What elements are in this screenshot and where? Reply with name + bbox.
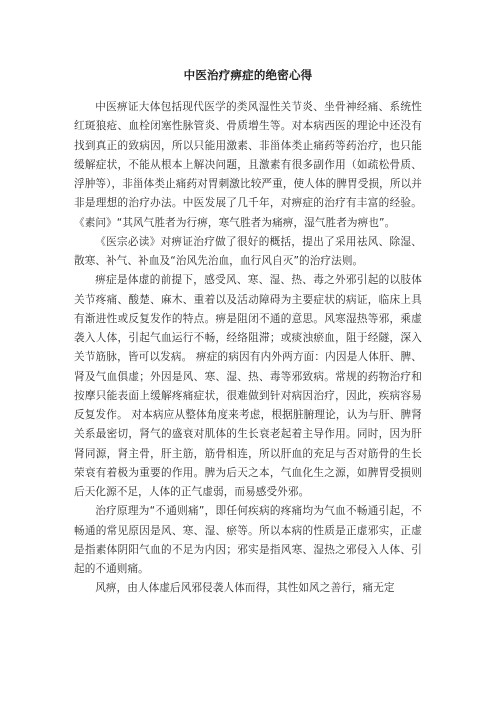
paragraph-3: 痹症是体虚的前提下，感受风、寒、湿、热、毒之外邪引起的以肢体关节疼痛、酸楚、麻木、重着以及活动障碍为主要症状的病证，临床上具有渐进性或反复发作的特点。痹是阻闭不通的意思。风寒湿热等邪，乘虚袭入人体，引起气血运行不畅，经络阻滞；或痰浊瘀血，阻于经隧，深入关节筋脉，皆可以发病。 痹症的病因有内外两方面：内因是人体肝、脾、肾及气血俱虚；外因是风、寒、湿、热、毒等邪致病。常规的药物治疗和按摩只能表面上缓解疼痛症状，很难做到针对病因治疗，因此，疾病容易反复发作。 对本病应从整体角度来考虑，根据脏腑理论，认为与肝、脾肾关系最密切，肾气的盛衰对肌体的生长衰老起着主导作用。同时，因为肝肾同源，肾主骨，肝主筋，筋骨相连，所以肝血的充足与否对筋骨的生长荣衰有着极为重要的作用。脾为后天之本，气血化生之源，如脾胃受损则后天化源不足，人体的正气虚弱，而易感受外邪。: [74, 274, 422, 498]
paragraph-4: 治疗原理为“不通则痛”，即任何疾病的疼痛均为气血不畅通引起，不畅通的常见原因是风、寒、湿、瘀等。所以本病的性质是正虚邪实，正虚是指素体阴阳气血的不足为内因；邪实是指风寒、湿热之邪侵入人体、引起的不通则痛。: [74, 505, 422, 575]
paragraph-5: 风痹，由人体虚后风邪侵袭人体而得，其性如风之善行，痛无定: [95, 582, 395, 595]
paragraph-2: 《医宗必读》对痹证治疗做了很好的概括，提出了采用祛风、除湿、散寒、补气、补血及“治风先治血，血行风自灭”的治疗法则。: [74, 235, 422, 267]
paragraph-1: 中医痹证大体包括现代医学的类风湿性关节炎、坐骨神经痛、系统性红斑狼疮、血栓闭塞性脉管炎、骨质增生等。对本病西医的理论中还没有找到真正的致病因，所以只能用激素、非甾体类止痛药等药治疗，也只能缓解症状，不能从根本上解决问题，且激素有很多副作用（如疏松骨质、浮肿等），非甾体类止痛药对胃刺激比较严重，使人体的脾胃受损，所以并非是理想的治疗办法。中医发展了几千年，对痹症的治疗有丰富的经验。《素问》“其风气胜者为行痹，寒气胜者为痛痹，湿气胜者为痹也”。: [74, 101, 422, 229]
document-title: 中医治疗痹症的绝密心得: [183, 68, 313, 82]
